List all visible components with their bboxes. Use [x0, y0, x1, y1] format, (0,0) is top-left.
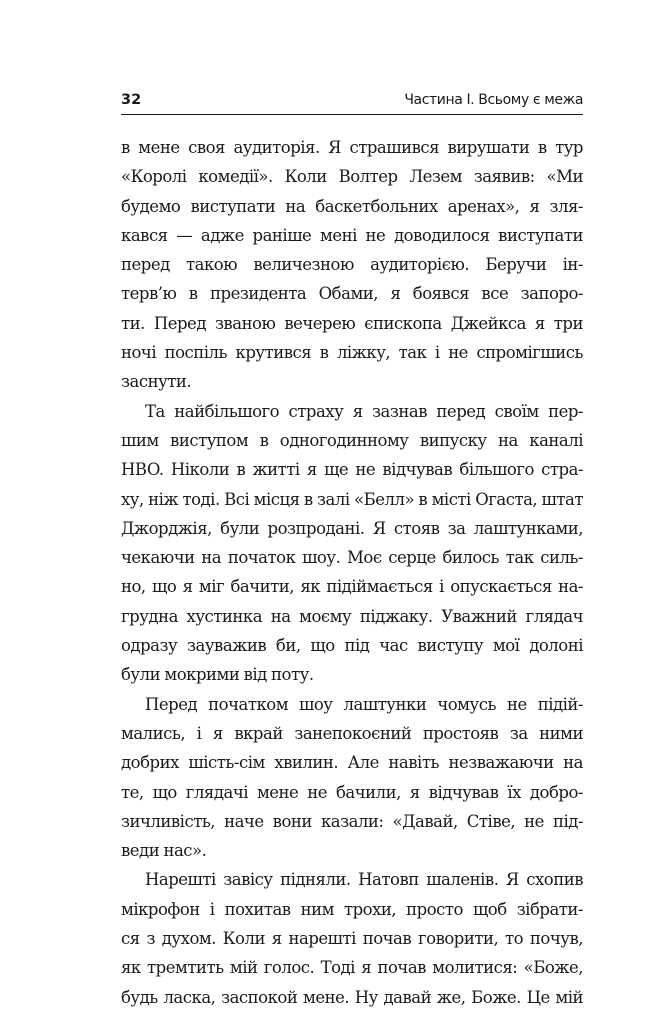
text-line: кався — адже раніше мені не доводилося виступати: [121, 225, 583, 245]
text-line: те, що глядачі мене не бачили, я відчував їх добро-: [121, 782, 583, 802]
text-line: «Королі комедії». Коли Волтер Лезем заявив: «Ми: [121, 167, 583, 187]
paragraph: [121, 397, 583, 690]
text-line: чекаючи на початок шоу. Моє серце билось так силь-: [121, 548, 583, 568]
text-line: як тремтить мій голос. Тоді я почав молитися: «Боже,: [121, 958, 583, 978]
text-line: заснути.: [121, 372, 192, 392]
text-line: в мене своя аудиторія. Я страшився вирушати в тур: [121, 138, 583, 157]
text-line: зичливість, наче вони казали: «Давай, Стіве, не під-: [121, 811, 583, 831]
text-line: Перед початком шоу лаштунки чомусь не підій-: [145, 694, 583, 714]
text-line: HBO. Ніколи в житті я ще не відчував більшого стра-: [121, 460, 583, 480]
body-text: [121, 133, 583, 1012]
text-line: були мокрими від поту.: [121, 665, 314, 685]
text-line: терв’ю в президента Обами, я боявся все запоро-: [121, 284, 583, 304]
text-line: Нарешті завісу підняли. Натовп шаленів. Я схопив: [145, 870, 583, 890]
text-line: мікрофон і похитав ним трохи, просто щоб зібрати-: [121, 899, 583, 919]
paragraph: [121, 133, 583, 397]
section-title: Частина І. Всьому є межа: [404, 92, 583, 108]
paragraph: [121, 690, 583, 866]
text-line: будь ласка, заспокой мене. Ну давай же, Боже. Це мій: [121, 987, 583, 1007]
text-line: добрих шість-сім хвилин. Але навіть незважаючи на: [121, 753, 583, 773]
text-line: ся з духом. Коли я нарешті почав говорити, то почув,: [121, 929, 583, 949]
text-line: перед такою величезною аудиторією. Беручи ін-: [121, 255, 583, 275]
text-line: Та найбільшого страху я зазнав перед своїм пер-: [145, 401, 583, 421]
text-line: мались, і я вкрай занепокоєний простояв за ними: [121, 723, 583, 743]
text-line: шим виступом в одногодинному випуску на каналі: [121, 430, 583, 450]
text-line: ти. Перед званою вечерею єпископа Джейкса я три: [121, 313, 583, 333]
page-number: 32: [121, 92, 142, 108]
text-line: ху, ніж тоді. Всі місця в залі «Белл» в місті Огаста, штат: [121, 489, 583, 509]
paragraph: [121, 865, 583, 1011]
text-line: веди нас».: [121, 841, 207, 861]
text-line: одразу зауважив би, що під час виступу мої долоні: [121, 636, 583, 656]
text-line: грудна хустинка на моєму піджаку. Уважний глядач: [121, 606, 583, 626]
text-line: но, що я міг бачити, як підіймається і опускається на-: [121, 577, 583, 597]
header-rule: [121, 114, 583, 115]
text-line: будемо виступати на баскетбольних аренах», я зля-: [121, 196, 583, 216]
text-line: Джорджія, були розпродані. Я стояв за лаштунками,: [121, 518, 583, 538]
running-head: [121, 90, 583, 114]
text-line: ночі поспіль крутився в ліжку, так і не спромігшись: [121, 343, 583, 363]
